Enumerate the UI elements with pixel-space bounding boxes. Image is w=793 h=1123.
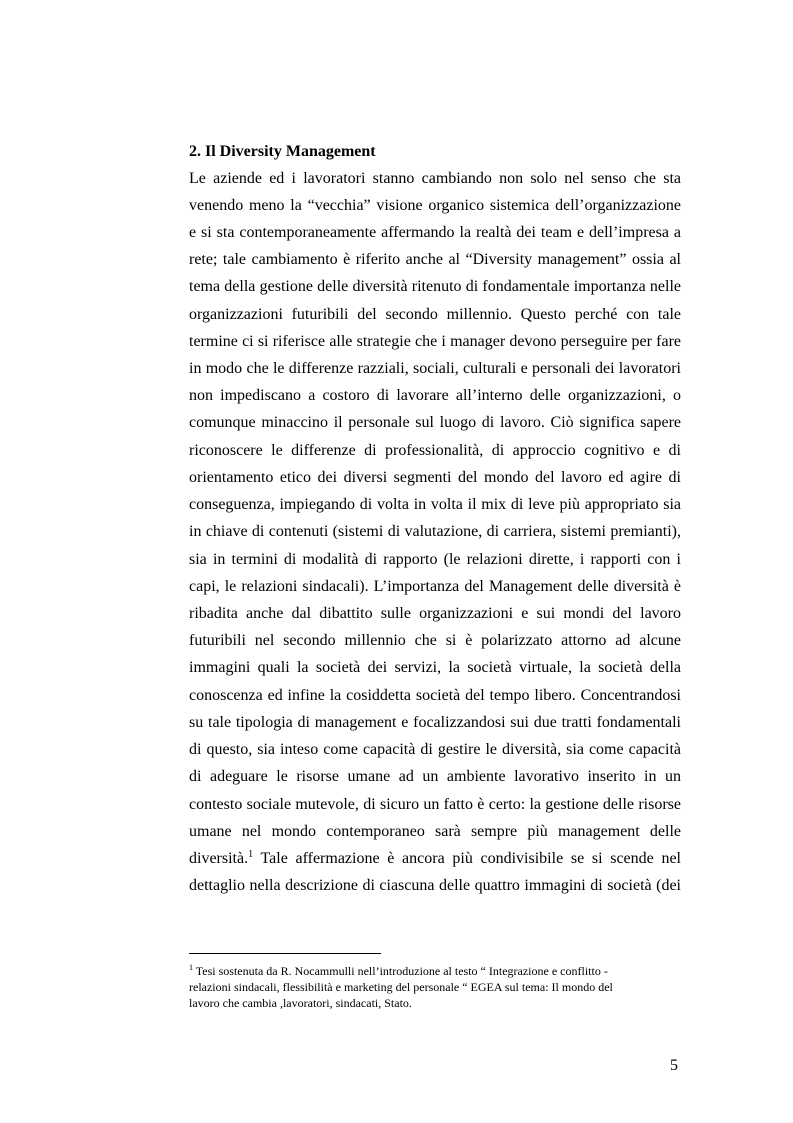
paragraph-line: su tale tipologia di management e focalizzandosi sui due tratti fondamentali [189,714,681,731]
paragraph-line: orientamento etico dei diversi segmenti del mondo del lavoro ed agire di [189,469,681,486]
paragraph-line-with-footnote-ref [189,848,681,870]
paragraph-line: non impediscano a costoro di lavorare all’interno delle organizzazioni, o [189,387,681,404]
footnote-text: Tesi sostenuta da R. Nocammulli nell’introduzione al testo “ Integrazione e conflitto - [193,964,608,978]
paragraph-line: tema della gestione delle diversità ritenuto di fondamentale importanza nelle [189,278,681,295]
paragraph-line: ribadita anche dal dibattito sulle organizzazioni e sui mondi del lavoro [189,605,681,622]
paragraph-line: immagini quali la società dei servizi, la società virtuale, la società della [189,659,681,676]
paragraph-line: sia in termini di modalità di rapporto (le relazioni dirette, i rapporti con i [189,551,681,568]
footnote-reference[interactable]: 1 [248,849,254,860]
paragraph-line: in modo che le differenze razziali, sociali, culturali e personali dei lavoratori [189,360,681,377]
paragraph-line: conseguenza, impiegando di volta in volta il mix di leve più appropriato sia [189,496,681,513]
paragraph-line: in chiave di contenuti (sistemi di valutazione, di carriera, sistemi premianti), [189,523,681,540]
paragraph-line: venendo meno la “vecchia” visione organico sistemica dell’organizzazione [189,197,681,214]
paragraph-line: riconoscere le differenze di professionalità, di approccio cognitivo e di [189,442,681,459]
footnote-line: relazioni sindacali, flessibilità e marketing del personale “ EGEA sul tema: Il mondo del [189,980,613,994]
paragraph-line: comunque minaccino il personale sul luogo di lavoro. Ciò significa sapere [189,414,681,431]
paragraph-line: rete; tale cambiamento è riferito anche al “Diversity management” ossia al [189,251,681,268]
footnote-marker: 1 [189,963,193,972]
paragraph-line: futuribili nel secondo millennio che si è polarizzato attorno ad alcune [189,632,681,649]
paragraph-line: dettaglio nella descrizione di ciascuna delle quattro immagini di società (dei [189,877,681,894]
footnote-separator [189,953,381,954]
paragraph-text: diversità. [189,850,249,867]
paragraph-line: capi, le relazioni sindacali). L’importanza del Management delle diversità è [189,578,681,595]
paragraph-text: Tale affermazione è ancora più condivisibile se si scende nel [253,850,681,867]
section-heading: 2. Il Diversity Management [189,143,376,160]
paragraph-line: conoscenza ed infine la cosiddetta società del tempo libero. Concentrandosi [189,687,681,704]
paragraph-line: umane nel mondo contemporaneo sarà sempre più management delle [189,823,681,840]
paragraph-line: e si sta contemporaneamente affermando la realtà dei team e dell’impresa a [189,224,681,241]
footnote-line [189,963,608,979]
paragraph-line: di questo, sia inteso come capacità di gestire le diversità, sia come capacità [189,741,681,758]
paragraph-line: organizzazioni futuribili del secondo millennio. Questo perché con tale [189,306,681,323]
paragraph-line: di adeguare le risorse umane ad un ambiente lavorativo inserito in un [189,768,681,785]
paragraph-line: termine ci si riferisce alle strategie che i manager devono perseguire per fare [189,333,681,350]
paragraph-line: contesto sociale mutevole, di sicuro un fatto è certo: la gestione delle risorse [189,796,681,813]
footnote-line: lavoro che cambia ,lavoratori, sindacati, Stato. [189,996,412,1010]
paragraph-line: Le aziende ed i lavoratori stanno cambiando non solo nel senso che sta [189,170,681,187]
page-number: 5 [670,1057,678,1074]
